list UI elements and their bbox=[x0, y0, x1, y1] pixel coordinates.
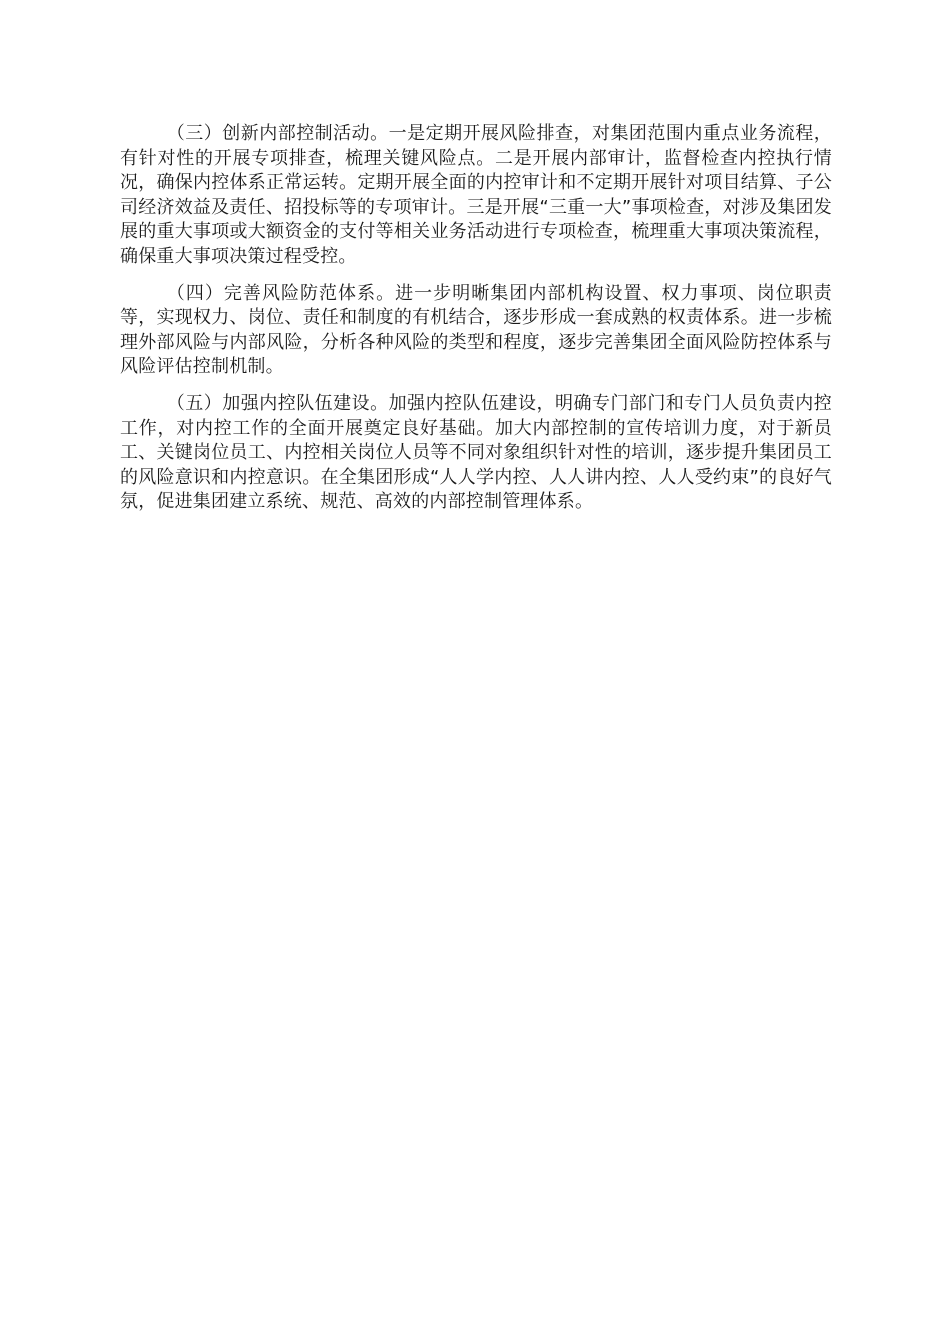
document-body bbox=[120, 122, 832, 527]
paragraph-section-4: （四）完善风险防范体系。进一步明晰集团内部机构设置、权力事项、岗位职责等，实现权力、岗位、责任和制度的有机结合，逐步形成一套成熟的权责体系。进一步梳理外部风险与内部风险，分析各种风险的类型和程度，逐步完善集团全面风险防控体系与风险评估控制机制。 bbox=[120, 282, 832, 378]
paragraph-section-5: （五）加强内控队伍建设。加强内控队伍建设，明确专门部门和专门人员负责内控工作，对内控工作的全面开展奠定良好基础。加大内部控制的宣传培训力度，对于新员工、关键岗位员工、内控相关岗位人员等不同对象组织针对性的培训，逐步提升集团员工的风险意识和内控意识。在全集团形成“人人学内控、人人讲内控、人人受约束”的良好气氛，促进集团建立系统、规范、高效的内部控制管理体系。 bbox=[120, 392, 832, 513]
paragraph-section-3: （三）创新内部控制活动。一是定期开展风险排查，对集团范围内重点业务流程，有针对性的开展专项排查，梳理关键风险点。二是开展内部审计，监督检查内控执行情况，确保内控体系正常运转。定期开展全面的内控审计和不定期开展针对项目结算、子公司经济效益及责任、招投标等的专项审计。三是开展“三重一大”事项检查，对涉及集团发展的重大事项或大额资金的支付等相关业务活动进行专项检查，梳理重大事项决策流程，确保重大事项决策过程受控。 bbox=[120, 123, 832, 267]
